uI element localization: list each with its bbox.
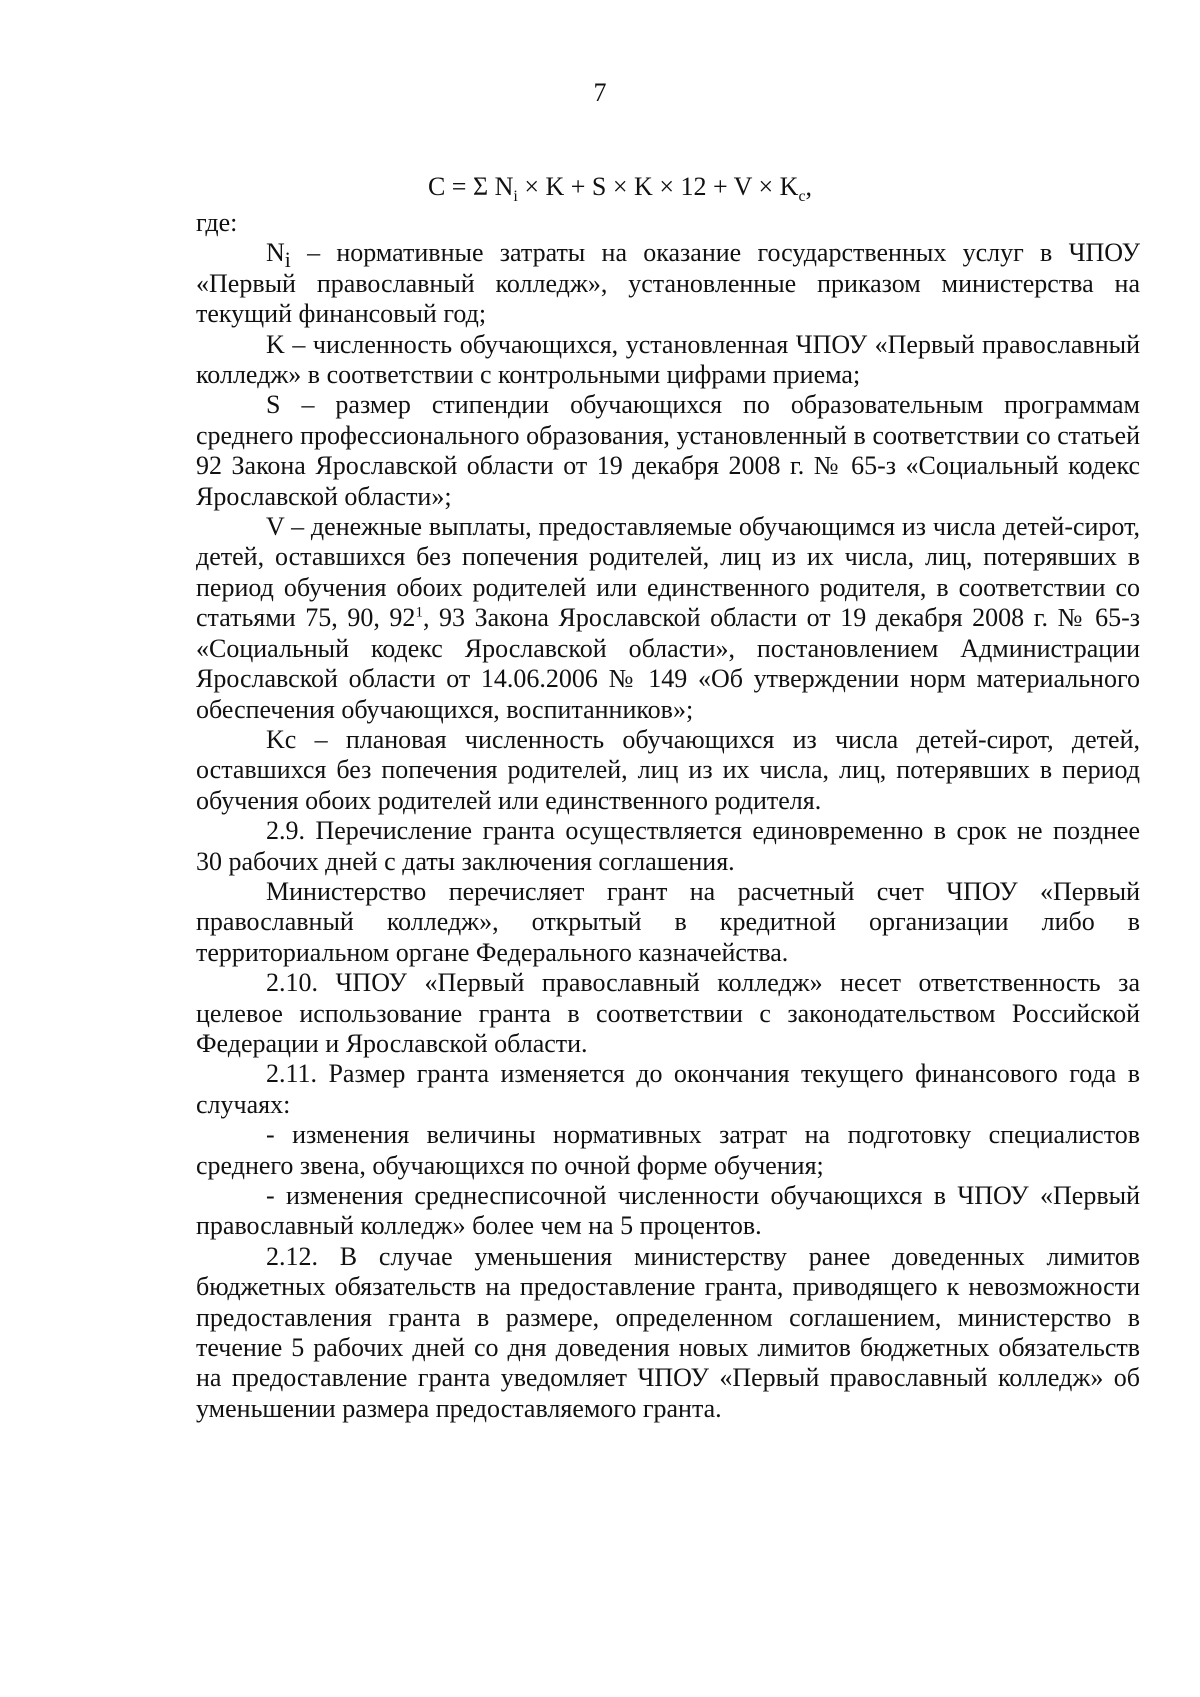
v-text-part-2: , 93 Закона Ярославской области от 19 декабря 2008 г. № 65-з «Социальный кодекс Ярославской области», постановлением Администрации Ярославской области от 14.06.2006 № 149 «Об утверждении норм материального обеспечения обучающихся, воспитанников»; bbox=[196, 603, 1140, 724]
paragraph-2-12: 2.12. В случае уменьшения министерству ранее доведенных лимитов бюджетных обязательств на предоставление гранта, приводящего к невозможности предоставления гранта в размере, определенном соглашением, министерство в течение 5 рабочих дней со дня доведения новых лимитов бюджетных обязательств на предоставление гранта уведомляет ЧПОУ «Первый православный колледж» об уменьшении размера предоставляемого гранта. bbox=[196, 1241, 1140, 1423]
definition-s: S – размер стипендии обучающихся по образовательным программам среднего профессионального образования, установленный в соответствии со статьей 92 Закона Ярославской области от 19 декабря 2008 г. № 65-з «Социальный кодекс Ярославской области»; bbox=[196, 390, 1140, 511]
ni-subscript: i bbox=[284, 248, 291, 273]
definition-v bbox=[196, 512, 1140, 725]
ni-text: – нормативные затраты на оказание государственных услуг в ЧПОУ «Первый православный колледж», установленные приказом министерства на текущий финансовый год; bbox=[196, 238, 1140, 329]
paragraph-2-10: 2.10. ЧПОУ «Первый православный колледж» несет ответственность за целевое использование гранта в соответствии с законодательством Российской Федерации и Ярославской области. bbox=[196, 968, 1140, 1058]
definition-k: K – численность обучающихся, установленная ЧПОУ «Первый православный колледж» в соответствии с контрольными цифрами приема; bbox=[196, 329, 1140, 390]
page-number: 7 bbox=[593, 78, 607, 107]
paragraph-2-11: 2.11. Размер гранта изменяется до окончания текущего финансового года в случаях: bbox=[196, 1059, 1140, 1119]
paragraph-ministry-transfer: Министерство перечисляет грант на расчетный счет ЧПОУ «Первый православный колледж», открытый в кредитной организации либо в территориальном органе Федерального казначейства. bbox=[196, 876, 1140, 967]
where-label: где: bbox=[196, 208, 238, 237]
formula-middle: × K + S × K × 12 + V × K bbox=[517, 172, 799, 201]
document-body bbox=[196, 208, 1140, 1424]
formula-right-subscript: c bbox=[798, 188, 806, 206]
formula-left: C = Σ N bbox=[427, 172, 514, 201]
definition-ni bbox=[196, 238, 1140, 329]
v-superscript: 1 bbox=[415, 604, 423, 621]
list-item-headcount: - изменения среднесписочной численности обучающихся в ЧПОУ «Первый православный колледж» более чем на 5 процентов. bbox=[196, 1181, 1140, 1241]
ni-variable bbox=[266, 238, 291, 273]
grant-formula bbox=[0, 172, 1200, 206]
v-text-part-1: V – денежные выплаты, предоставляемые обучающимся из числа детей-сирот, детей, оставшихся без попечения родителей, лиц из их числа, лиц, потерявших в период обучения обоих родителей или единственного родителя, в соответствии со статьями 75, 90, 92 bbox=[196, 512, 1140, 633]
formula-end: , bbox=[805, 172, 813, 201]
formula-left-subscript: i bbox=[513, 188, 518, 206]
list-item-normative-costs: - изменения величины нормативных затрат на подготовку специалистов среднего звена, обучающихся по очной форме обучения; bbox=[196, 1120, 1140, 1180]
paragraph-2-9: 2.9. Перечисление гранта осуществляется единовременно в срок не позднее 30 рабочих дней с даты заключения соглашения. bbox=[196, 816, 1140, 876]
definition-kc: Kс – плановая численность обучающихся из числа детей-сирот, детей, оставшихся без попечения родителей, лиц из их числа, лиц, потерявших в период обучения обоих родителей или единственного родителя. bbox=[196, 724, 1140, 815]
ni-letter: N bbox=[266, 238, 285, 268]
